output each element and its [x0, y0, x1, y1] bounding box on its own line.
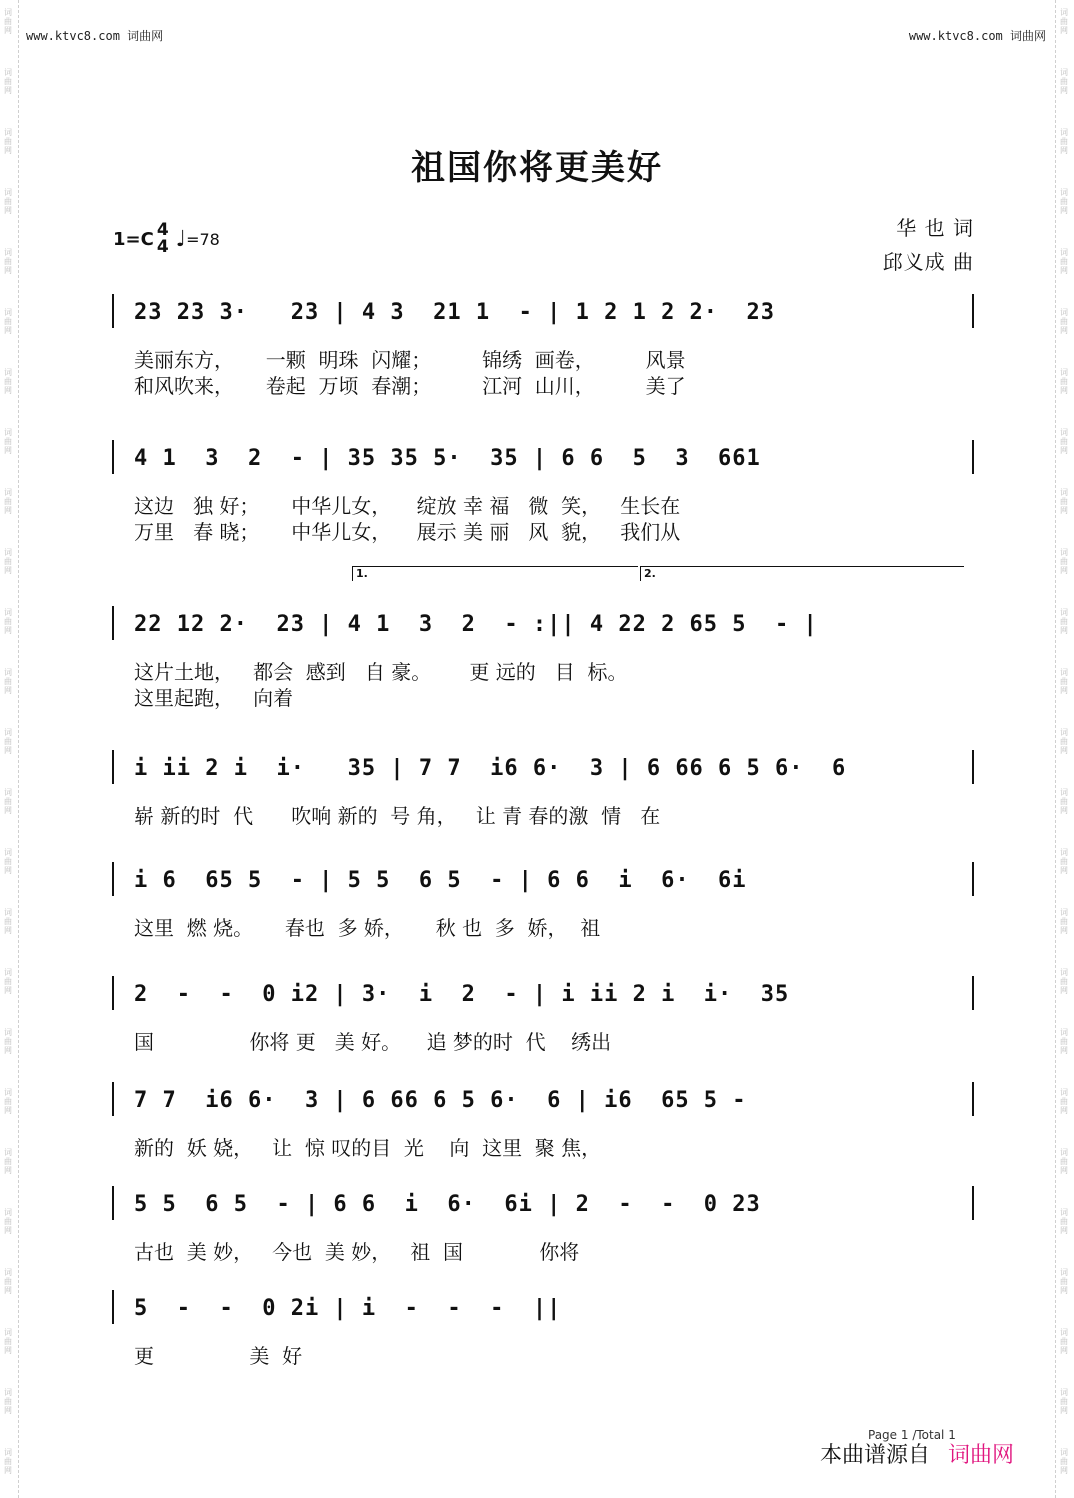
- watermark-text: 词曲网: [4, 1268, 12, 1295]
- watermark-text: 词曲网: [4, 1328, 12, 1355]
- lyrics-verse-2: 万里 春 晓； 中华儿女， 展示 美 丽 风 貌， 我们从: [134, 520, 681, 544]
- watermark-text: 词曲网: [1060, 548, 1068, 575]
- watermark-text: 词曲网: [4, 1448, 12, 1475]
- watermark-text: 词曲网: [1060, 1268, 1068, 1295]
- left-margin-strip: [0, 0, 19, 1498]
- watermark-text: 词曲网: [4, 728, 12, 755]
- notes: 5 - - 0 2i | i - - - ||: [134, 1296, 562, 1321]
- song-title: 祖国你将更美好: [411, 148, 663, 188]
- watermark-text: 词曲网: [1060, 8, 1068, 35]
- source-brand[interactable]: 词曲网: [948, 1443, 1015, 1468]
- watermark-text: 词曲网: [4, 368, 12, 395]
- watermark-text: 词曲网: [4, 128, 12, 155]
- watermark-text: 词曲网: [4, 188, 12, 215]
- time-bottom: 4: [156, 237, 169, 257]
- lyrics-verse-2: 这里起跑， 向着: [134, 686, 294, 710]
- watermark-text: 词曲网: [1060, 428, 1068, 455]
- watermark-text: 词曲网: [4, 1028, 12, 1055]
- watermark-text: 词曲网: [4, 968, 12, 995]
- notes: i ii 2 i i· 35 | 7 7 i6 6· 3 | 6 66 6 5 6· 6: [134, 756, 847, 781]
- watermark-text: 词曲网: [4, 1148, 12, 1175]
- source-label: 本曲谱源自: [820, 1443, 931, 1468]
- watermark-text: 词曲网: [4, 8, 12, 35]
- watermark-text: 词曲网: [1060, 68, 1068, 95]
- watermark-text: 词曲网: [4, 1208, 12, 1235]
- lyrics-verse-2: 和风吹来， 卷起 万顷 春潮； 江河 山川， 美了: [134, 374, 686, 398]
- lyrics: 古也 美 妙， 今也 美 妙， 祖 国 你将: [134, 1240, 580, 1264]
- volta-first-ending: 1.: [352, 566, 638, 581]
- watermark-text: 词曲网: [1060, 848, 1068, 875]
- header-site-right: www.ktvc8.com 词曲网: [908, 29, 1046, 43]
- notes: 22 12 2· 23 | 4 1 3 2 - :|| 4 22 2 65 5 - |: [134, 612, 818, 637]
- notes: 23 23 3· 23 | 4 3 21 1 - | 1 2 1 2 2· 23: [134, 300, 776, 325]
- notes: 5 5 6 5 - | 6 6 i 6· 6i | 2 - - 0 23: [134, 1192, 761, 1217]
- key-label: 1=C: [113, 228, 154, 250]
- notes: 4 1 3 2 - | 35 35 5· 35 | 6 6 5 3 661: [134, 446, 761, 471]
- watermark-text: 词曲网: [1060, 1028, 1068, 1055]
- watermark-text: 词曲网: [4, 308, 12, 335]
- lyricist-credit: 华 也 词: [896, 216, 974, 240]
- watermark-text: 词曲网: [1060, 1088, 1068, 1115]
- watermark-text: 词曲网: [1060, 968, 1068, 995]
- watermark-text: 词曲网: [1060, 1328, 1068, 1355]
- watermark-text: 词曲网: [1060, 1388, 1068, 1415]
- watermark-text: 词曲网: [1060, 188, 1068, 215]
- watermark-text: 词曲网: [4, 68, 12, 95]
- watermark-text: 词曲网: [4, 548, 12, 575]
- notes: i 6 65 5 - | 5 5 6 5 - | 6 6 i 6· 6i: [134, 868, 747, 893]
- watermark-text: 词曲网: [1060, 728, 1068, 755]
- header-site-left: www.ktvc8.com 词曲网: [26, 29, 164, 43]
- watermark-text: 词曲网: [1060, 1208, 1068, 1235]
- lyrics: 国 你将 更 美 好。 追 梦的时 代 绣出: [134, 1030, 612, 1054]
- key-signature: [113, 222, 220, 256]
- lyrics: 这里 燃 烧。 春也 多 娇， 秋 也 多 娇， 祖: [134, 916, 601, 940]
- watermark-text: 词曲网: [4, 488, 12, 515]
- lyrics: 崭 新的时 代 吹响 新的 号 角， 让 青 春的激 情 在: [134, 804, 661, 828]
- lyrics-verse-1: 这边 独 好； 中华儿女， 绽放 幸 福 微 笑， 生长在: [134, 494, 681, 518]
- watermark-text: 词曲网: [4, 848, 12, 875]
- watermark-text: 词曲网: [1060, 128, 1068, 155]
- watermark-text: 词曲网: [4, 788, 12, 815]
- watermark-text: 词曲网: [1060, 1148, 1068, 1175]
- watermark-text: 词曲网: [1060, 308, 1068, 335]
- lyrics: 更 美 好: [134, 1344, 303, 1368]
- watermark-text: 词曲网: [4, 1088, 12, 1115]
- notes: 2 - - 0 i2 | 3· i 2 - | i ii 2 i i· 35: [134, 982, 790, 1007]
- notes: 7 7 i6 6· 3 | 6 66 6 5 6· 6 | i6 65 5 -: [134, 1088, 747, 1113]
- watermark-text: 词曲网: [4, 1388, 12, 1415]
- watermark-text: 词曲网: [1060, 608, 1068, 635]
- time-signature: [157, 222, 169, 256]
- watermark-text: 词曲网: [1060, 368, 1068, 395]
- watermark-text: 词曲网: [1060, 488, 1068, 515]
- watermark-text: 词曲网: [1060, 788, 1068, 815]
- quarter-note-icon: ♩: [175, 226, 187, 252]
- watermark-text: 词曲网: [1060, 1448, 1068, 1475]
- watermark-text: 词曲网: [1060, 668, 1068, 695]
- composer-credit: 邱义成 曲: [882, 250, 974, 274]
- watermark-text: 词曲网: [1060, 248, 1068, 275]
- source-credit: [820, 1438, 1014, 1469]
- lyrics: 新的 妖 娆， 让 惊 叹的目 光 向 这里 聚 焦，: [134, 1136, 602, 1160]
- right-margin-strip: [1055, 0, 1074, 1498]
- lyrics-verse-1: 美丽东方， 一颗 明珠 闪耀； 锦绣 画卷， 风景: [134, 348, 686, 372]
- watermark-text: 词曲网: [4, 248, 12, 275]
- watermark-text: 词曲网: [4, 428, 12, 455]
- time-top: 4: [156, 220, 169, 240]
- volta-second-ending: 2.: [640, 566, 964, 581]
- tempo-value: =78: [186, 229, 220, 249]
- watermark-text: 词曲网: [4, 608, 12, 635]
- watermark-text: 词曲网: [4, 908, 12, 935]
- page-indicator: Page 1 /Total 1: [868, 1428, 956, 1442]
- watermark-text: 词曲网: [4, 668, 12, 695]
- watermark-text: 词曲网: [1060, 908, 1068, 935]
- lyrics-verse-1: 这片土地， 都会 感到 自 豪。 更 远的 目 标。: [134, 660, 628, 684]
